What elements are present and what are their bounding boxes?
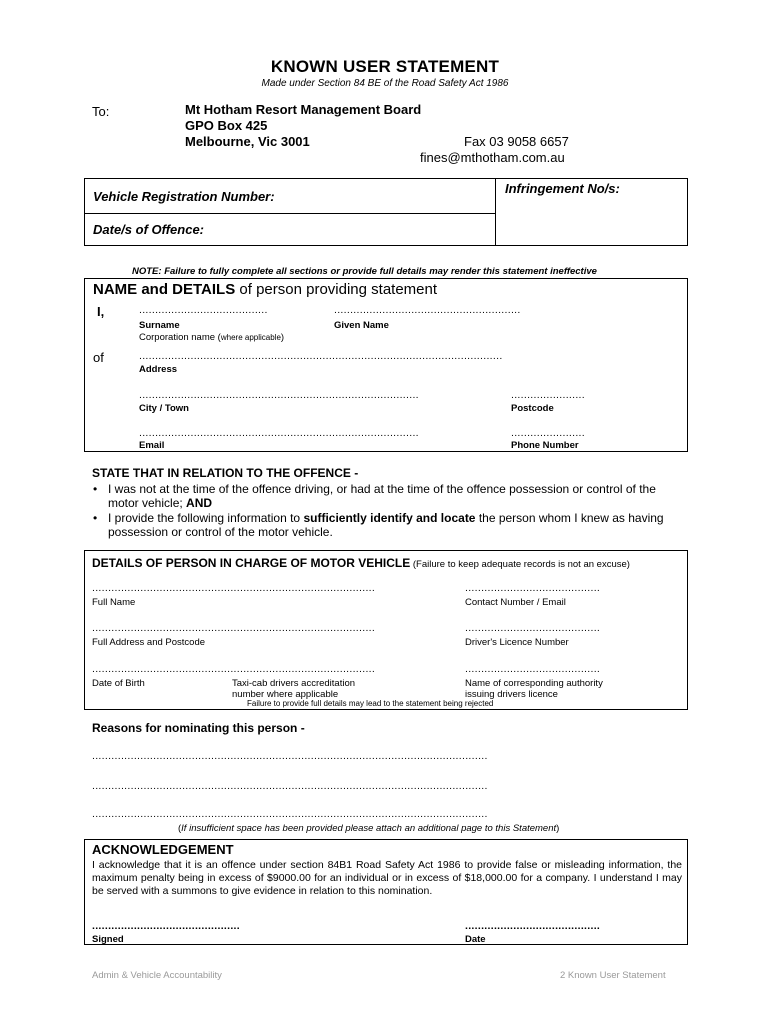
full-name-field[interactable]: ........................................................................................ — [92, 582, 376, 594]
city-label: City / Town — [139, 403, 189, 414]
person-in-charge-box — [84, 550, 688, 710]
name-details-heading: NAME and DETAILS of person providing statement — [93, 281, 438, 298]
infringement-label: Infringement No/s: — [505, 181, 620, 196]
dob-taxi-field[interactable]: ........................................................................................ — [92, 663, 376, 675]
registration-label: Vehicle Registration Number: — [93, 189, 275, 204]
page-subtitle: Made under Section 84 BE of the Road Safety Act 1986 — [261, 78, 509, 89]
signature-field[interactable]: .............................................. — [92, 920, 240, 932]
full-address-label: Full Address and Postcode — [92, 637, 206, 648]
name-details-box — [84, 278, 688, 452]
surname-field[interactable]: ........................................ — [139, 304, 268, 316]
city-field[interactable]: ....................................................................................... — [139, 389, 419, 401]
statement-bullet-2: • I provide the following information to sufficiently identify and locate the person whom I knew as having possession or control of the motor vehicle. — [93, 511, 664, 539]
given-name-field[interactable]: .......................................................... — [334, 304, 521, 316]
authority-label: Name of corresponding authority issuing drivers licence — [465, 678, 603, 700]
person-in-charge-heading: DETAILS OF PERSON IN CHARGE OF MOTOR VEHICLE (Failure to keep adequate records is not an excuse) — [92, 556, 630, 570]
licence-label: Driver's Licence Number — [465, 637, 569, 648]
i-label: I, — [97, 304, 105, 319]
addressee-line-1: Mt Hotham Resort Management Board — [185, 102, 422, 117]
reasons-line-1[interactable]: ........................................................................................................................... — [92, 750, 488, 762]
state-heading: STATE THAT IN RELATION TO THE OFFENCE - — [92, 466, 359, 480]
addressee-line-3: Melbourne, Vic 3001 — [185, 134, 310, 149]
given-name-label: Given Name — [334, 320, 389, 331]
acknowledgement-text: I acknowledge that it is an offence under section 84B1 Road Safety Act 1986 to provide false or misleading information, the maximum penalty being in excess of $9000.00 for an individual or in excess of $18,000.00 for a company. I understand I may be served with a summons to give evidence in relation to this nomination. — [92, 859, 682, 897]
taxi-accreditation-label: Taxi-cab drivers accreditation number where applicable — [232, 678, 356, 700]
date-field[interactable]: .......................................... — [465, 920, 601, 932]
of-label: of — [93, 350, 104, 365]
reasons-line-2[interactable]: ........................................................................................................................... — [92, 780, 488, 792]
postcode-label: Postcode — [511, 403, 554, 414]
full-name-label: Full Name — [92, 597, 136, 608]
full-address-field[interactable]: ........................................................................................ — [92, 622, 376, 634]
reasons-line-3[interactable]: ........................................................................................................................... — [92, 808, 488, 820]
signed-label: Signed — [92, 934, 124, 945]
footer-left: Admin & Vehicle Accountability — [92, 970, 222, 981]
email-field[interactable]: ....................................................................................... — [139, 427, 419, 439]
footer-right: 2 Known User Statement — [560, 970, 666, 981]
address-label: Address — [139, 364, 178, 375]
acknowledgement-heading: ACKNOWLEDGEMENT — [92, 842, 234, 857]
addressee-line-2: GPO Box 425 — [185, 118, 268, 133]
offence-dates-label: Date/s of Offence: — [93, 222, 205, 237]
insufficient-space-note: (If insufficient space has been provided please attach an additional page to this Statement) — [178, 823, 560, 834]
corporation-label: Corporation name (where applicable) — [139, 332, 285, 343]
contact-email: fines@mthotham.com.au — [420, 150, 565, 165]
licence-field[interactable]: .......................................... — [465, 622, 601, 634]
to-label: To: — [92, 104, 110, 119]
rejection-note: Failure to provide full details may lead to the statement being rejected — [247, 699, 494, 708]
contact-field[interactable]: .......................................... — [465, 582, 601, 594]
statement-bullet-1: • I was not at the time of the offence driving, or had at the time of the offence possession or control of the motor vehicle; AND — [93, 482, 656, 510]
phone-label: Phone Number — [511, 440, 579, 451]
statement-list — [90, 482, 686, 540]
fax-number: Fax 03 9058 6657 — [464, 134, 569, 149]
vehicle-box-divider-v — [495, 179, 496, 245]
dob-label: Date of Birth — [92, 678, 145, 689]
page-title: KNOWN USER STATEMENT — [270, 57, 500, 76]
address-field[interactable]: ................................................................................................................. — [139, 350, 503, 362]
phone-field[interactable]: ....................... — [511, 427, 585, 439]
completion-note: NOTE: Failure to fully complete all sections or provide full details may render this statement ineffective — [132, 266, 597, 277]
registration-field[interactable] — [215, 183, 485, 209]
date-label: Date — [465, 934, 486, 945]
postcode-field[interactable]: ....................... — [511, 389, 585, 401]
vehicle-info-box — [84, 178, 688, 246]
acknowledgement-box — [84, 839, 688, 945]
surname-label: Surname — [139, 320, 180, 331]
contact-label: Contact Number / Email — [465, 597, 566, 608]
reasons-heading: Reasons for nominating this person - — [92, 721, 305, 735]
offence-dates-field[interactable] — [215, 216, 485, 242]
infringement-field[interactable] — [499, 199, 685, 243]
email-label: Email — [139, 440, 165, 451]
authority-field[interactable]: .......................................... — [465, 663, 601, 675]
vehicle-box-divider-h — [85, 213, 495, 214]
